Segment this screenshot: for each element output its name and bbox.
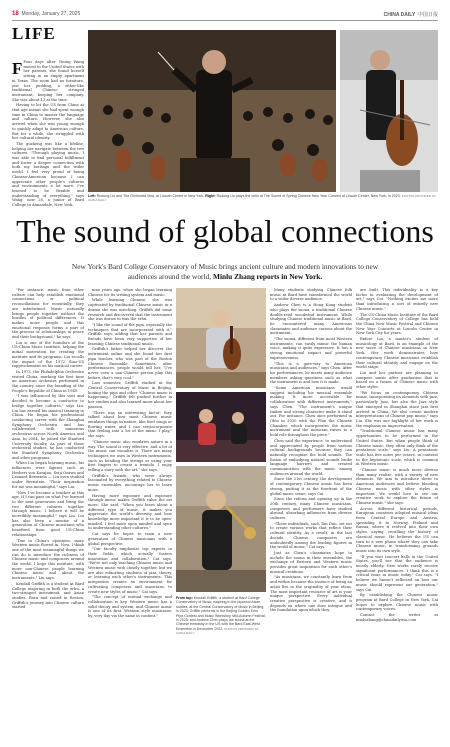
column-1-top bbox=[12, 60, 84, 208]
performance-photo bbox=[176, 392, 266, 462]
paper-name-cn: 中国日报 bbox=[417, 12, 438, 18]
paragraph: Chen said the experience, to understand and appreciated by people from various cultural backgrounds because they can naturally recognize the bold sounds. The fusion of embodying natural sounds broke language barriers and created communication with the music among audiences around the world. bbox=[270, 438, 352, 476]
suona-photo-art bbox=[176, 466, 266, 592]
paragraph: Andrew Chen is a Hong Kong student who plays the suona, a traditional Chinese double-reed woodwind instrument. While studying Chinese traditional music at Bard, he encountered many Americans classmates and audience curious about the instrument. bbox=[270, 303, 352, 336]
paragraph: Many students studying Chinese folk music at Bard have transformed the world to a wider diverse audience. bbox=[270, 288, 352, 302]
headline: The sound of global connections bbox=[16, 213, 434, 249]
photo-credit: PHOTOS PROVIDED TO CHINA DAILY bbox=[176, 626, 259, 636]
cello-photo bbox=[340, 30, 438, 192]
cello-photo-art bbox=[340, 30, 438, 192]
paragraph: While learning Chinese, she was captivated by traditional Chinese music in a drama she was watching. Griffith did some research and discovered that the instrument she was drawn to was the erhu. bbox=[88, 298, 172, 322]
paragraph bbox=[12, 60, 84, 102]
paragraph: "Our faculty emphasize top experts in their fields, which actually fosters innovation and collaboration," Cai says. "We're not only teaching Chinese music and Western music with closely together, but we are also educating students of jazz, theory, or learning each other's instruments. This integration creates an environment for cultivating composers and musicians, to create new styles of music," Cai says. bbox=[88, 547, 172, 594]
orchestra-photo bbox=[88, 30, 336, 192]
paragraph: Last semester, Griffith studied at the Central Conservatory of Music in Beijing, honing the pipa and other "Chinese music is happening," Griffith felt pushed further in her studies and also learned more about her passion. bbox=[88, 381, 172, 409]
paragraph: "Due to China's openness, more Western music flowed in. Now, I think one of the most meaningful things we can do is introduce the richness of Chinese music and composers around the world. I hope this institute, with more non-Chinese people learning Chinese music and about the instruments," Liu says. bbox=[12, 538, 84, 581]
paragraph: Having more exposure and exposure through music makes Griffith value the art more. She said, "When you learn about a different type of music, it makes you appreciate the world's diversity and how knowledge more important it is to be open-minded. I feel more open minded and open to understanding other cultures." bbox=[88, 493, 172, 531]
paragraph: Griffith's father helped her discover the instrument online and she found her first pipa teacher, who was part of the Boston Chinese Ensemble. Sometimes, after performances, people would tell her, "I've never seen a non-Chinese person play this before, that's very cool." bbox=[88, 347, 172, 380]
paragraph: Kendall Griffith is a student at Bard College majoring in both the erhu, a two-stringed instrument, and Asian studies. Born and raised in Boston, Griffith's journey into Chinese culture started bbox=[12, 581, 84, 610]
column-2-body bbox=[12, 288, 84, 740]
paragraph: "Traditional Chinese music has many opportunities to be performed in the United States. But when people think of Chinese music, they often only think of the pentatonic scale," says Liu. A pentatonic scale has five notes per octave, in contrast to the heptatonic scale, which is common in Western music. bbox=[356, 429, 438, 467]
paragraph: "The concept of mutual exchange and collaboration is key. Western music has a solid theory and system, and Chinese music is one of its first. Western style musicians: by, very day via the same in content." bbox=[88, 595, 172, 619]
paragraph: "These individuals, such Tan Dun, set out to create various works that reflect their cultural identity. As a result, in the last decade, Chinese composers are undoubtedly among the leading figures in the world of music," Cai says. bbox=[270, 521, 352, 550]
paragraph: "Chinese music also emulates nature in a way. The sound is very effective, and a lot of the music can visualize it. There are many techniques we uses in Western instruments, such as bending the strings or using your first fingers to create a tremolo. I enjoy telling a story with the art," she says. bbox=[88, 439, 172, 473]
page-header bbox=[12, 9, 438, 19]
caption-label-left: Left: bbox=[88, 194, 96, 198]
byline: Minlu Zhang reports in New York. bbox=[212, 271, 323, 281]
paragraph: When Liu began learning music, his influences were figures such as Herbert von Karajan, Seiji Ozawa and Leonard Bernstein — Liu even studied under Bernstein. "Their inspiration for me was meaningful," says Liu. bbox=[12, 461, 84, 489]
paragraph: "We focus on contemporary Chinese music, incorporating its elements with jazz, particularly Jazz, but also the Jazz style that emerged in Shanghai since jazz first arrived in China. We also create modern interpretations of Chinese pop music," says Liu. She was one highlight of her work is the emphasis on improvisation. bbox=[356, 390, 438, 428]
paragraph: Since the reform and opening up in the 20th century, many Chinese musicians, composers and performers have studied abroad, absorbing influences from diverse cultures. bbox=[270, 497, 352, 521]
top-photo-caption bbox=[88, 194, 438, 203]
paragraph: Contact the writer at minluzhang@chinadailyusa.com bbox=[356, 613, 438, 622]
paragraph: "This is a gate-way to American musicians and audiences," says Chen. After his performances, he meets many audience members asking questions such as what the instrument is and how it is made. bbox=[270, 361, 352, 385]
paragraph: "Some American musicians would suggest including his musical ensemble making. It more accessible for collaboration with different instruments," says Chen. "The instrument's unique timbre and strong character make it stand out. For instance, Chen once performed in Ohio in 2020 with the Plan the Chinese Chamber, which incorporates the music instrument and the musician raises to a bold role throughout the piece." bbox=[270, 386, 352, 438]
caption-text-right: Rudong Liu plays the cello at The Sound of Spring Chinese New Year Concert at Lincoln Center, New York, in 2023. bbox=[216, 194, 401, 198]
paragraph: are built. This individuality is a key factor in evaluating the development of art," says Cai. "Nothing excites me more than introducing a sort of entirely new Chinese music." bbox=[356, 288, 438, 311]
issue-date: Monday, January 27, 2025 bbox=[21, 11, 81, 17]
paragraph: Griffith's friends, who were always fascinated by everything related to Chinese music ensembles, encourage her to learn more. bbox=[88, 473, 172, 492]
header-rule bbox=[12, 20, 438, 21]
deck-text: New York's Bard College Conservatory of Music brings ancient culture and modern innovations to new audiences around the world, bbox=[71, 262, 379, 281]
paragraph: "If you visit concert halls in the United States, you'll see that the audience is mostly elderly. New works rarely receive significant performances. I think this is a critical issue in music today," Cai says. "I believe we haven't reflected on how our music should represent our generation," says Cai. bbox=[356, 554, 438, 592]
caption-label: From top: bbox=[176, 596, 193, 600]
orchestra-photo-art bbox=[88, 30, 336, 192]
photo-credit: PHOTOS PROVIDED TO CHINA DAILY bbox=[88, 194, 436, 203]
caption-text-left: Rudong Liu and The Orchestra Now, at Lincoln Center in New York. bbox=[96, 194, 205, 198]
suona-photo bbox=[176, 466, 266, 592]
paragraph: By establishing the Chinese music program at Bard College in New York, Cai hopes to explore Chinese music with contemporary voices. bbox=[356, 593, 438, 612]
section-title: LIFE bbox=[12, 24, 56, 43]
paragraph: Liu and her partner are planning to compose music after graduation that is based on a fusion of Chinese music with other styles. bbox=[356, 370, 438, 390]
paragraph: "I like the sound of the pipa, especially the techniques that are incorporated with it," Griffith says, adding that her parents and friends have been very supportive of her learning Chinese traditional music. bbox=[88, 322, 172, 346]
pipa-student-photo bbox=[176, 288, 266, 388]
paragraph: "Now I've become a teacher at this age. If I can pass on what I've learned to the next generation and bring the two different cultures together through music, I believe it will be incredibly meaningful," says Liu. Liu has also been a mentor of a generation of Chinese musicians who benefited from good US-China relationships. bbox=[12, 490, 84, 537]
paragraph: "The suona, different from most Western instruments, can easily mimic the human voice, making it quite expressive. It has a strong emotional impact and powerful expressiveness. bbox=[270, 337, 352, 360]
paragraph: In 1973, the Philadelphia Orchestra visited China, marking the first time an American orchestra performed in the country since the founding of the People's Republic of China in 1949. bbox=[12, 369, 84, 393]
paragraph: "I was influenced by this visit and decided to become a conductor to bridge together cultures," says Liu. Liu has earned his musical training in China. He began his professional conducting career with the Shanghai Symphony Orchestra and has collaborated with numerous orchestras across North America and Asia. In 2004, he joined the Stanford University faculty. As part of these orchestral studies, he has conducted the Stanford Symphony Orchestra and other programs. bbox=[12, 394, 84, 460]
deck bbox=[70, 262, 380, 281]
paragraph: "Chinese music is much more diverse than many realize, with a variety of new elements. We aim to introduce these to American audiences and believe blending Chinese music with other styles is important. We would love to see our creative work to explore the future of Chinese music," she says. bbox=[356, 468, 438, 505]
paragraph: Since the 21st century, the development of contemporary Chinese music has been strong, putting it at the forefront of the global music scene, says Cai. bbox=[270, 477, 352, 496]
caption-label-right: Right: bbox=[205, 194, 216, 198]
column-3 bbox=[88, 288, 172, 740]
caption-text: Kendall Griffith, a student at Bard College Conservatory of Music majoring in the plywood Asian studies, at the Central Conservatory of Music in Beijing, in 2023; Griffith performs in the Beijing Golden Erhu Pipa Contest and Music Workshop Mid-Autumn Festival, in 2025; and Andrew Chen plays the suona at the Chinese embassy in the US with the Bard East-West Ensemble in December 2022. bbox=[176, 596, 266, 631]
paragraph: "There was an interesting factor: they talked about how most Chinese music emulates things in nature, like bird songs or flowing water, and I can see/incorporate that feeling into a lot of the music I play," she says. bbox=[88, 410, 172, 439]
paragraph: Cai says he hopes to train a new generation of Chinese musicians with a global perspective. bbox=[88, 532, 172, 546]
bottom-photo-caption bbox=[176, 596, 266, 636]
paragraph: Before Liu, a master's student of musicology at Bard, is an example of the new wave of Chinese musicians in New York. Her work demonstrates how contemporary Chinese musicians establish their cultural identity and engage on the world stage. bbox=[356, 337, 438, 370]
paragraph: nine years ago, when she began learning Chinese for its writing system and music. bbox=[88, 288, 172, 297]
column-5 bbox=[356, 288, 438, 740]
column-4 bbox=[270, 288, 352, 740]
performance-photo-art bbox=[176, 392, 266, 462]
paragraph: The US-China Music Institute of the Bard College Conservatory of College has held the China Now Music Festival and Chinese New Year Concerts at Lincoln Center in New York City for years. bbox=[356, 312, 438, 336]
paragraph: Liu is one of the founders of the US-China Music Institute, helping the initial motivation for creating the institute and its programs. Liu recalls the impact of the 1972 Sino-US rapprochement on his musical career. bbox=[12, 340, 84, 369]
paragraph: "For instance, music from other culture can help establish emotional connections or political reconciliations for essentially, they are intertwined. Music naturally brings people together without the hurdles of political differences. It makes more people and this emotional response forms a part of the process of relationships in peace and their background," he says. bbox=[12, 288, 84, 340]
paragraph: Across different historical periods, European countries adopted musical ideas from Central Europe and Austria, spreading it to Norway, Finland and Russia, where it evolved into their own styles, saying, recalling the history of classical music. He believes the US can turn to a new phase where they can take Chinese music, in transforming grounds music into its own style. bbox=[356, 506, 438, 553]
paragraph: Just as Chen's classmates hope to include the suona in their ensembles, the exchange of Eastern and Western music provides great inspiration for each other's musical creations. bbox=[270, 550, 352, 574]
pipa-student-photo-art bbox=[176, 288, 266, 388]
paragraph: Having to let the US from China at that age meant she had spent enough time in China to master the language and culture. However, she also arrived when she was young enough to quickly adapt to American culture. But for a while, she struggled with her cultural identity. bbox=[12, 103, 84, 141]
paragraph: "As musicians, we constantly learn from and within because the essence of being an artist lies in the originality of your ideas. The most important resource of art is your unique perspective. Every individual creative perspective is creative, and it depends on where one does intrigue and the foundation upon which they bbox=[270, 575, 352, 613]
dropcap: F bbox=[12, 60, 23, 78]
page-number: 18 bbox=[12, 11, 19, 17]
paper-name: CHINA DAILY bbox=[383, 12, 416, 18]
paragraph: The guzheng was like a lifeline, helping her navigate between the two cultures. "Through playing music, I was able to find personal fulfillment and foster a deeper connection with both my heritage and the wider world. I feel very proud of being Chinese-American because I can appreciate other people's cultures and environments a lot more. I've learned to be flexible and understanding of everything," says Wang, now 20, a junior of Bard College in Annandale, New York. bbox=[12, 141, 84, 208]
lead-paragraph: Four days after Yining Wang moved to the United States with her parents, she found herself sitting in an empty apartment in Texas. The room had no furniture, just her pudding, a zither-like traditional Chinese stringed instrument, keeping her company. She was about 13 at the time. bbox=[12, 60, 84, 102]
